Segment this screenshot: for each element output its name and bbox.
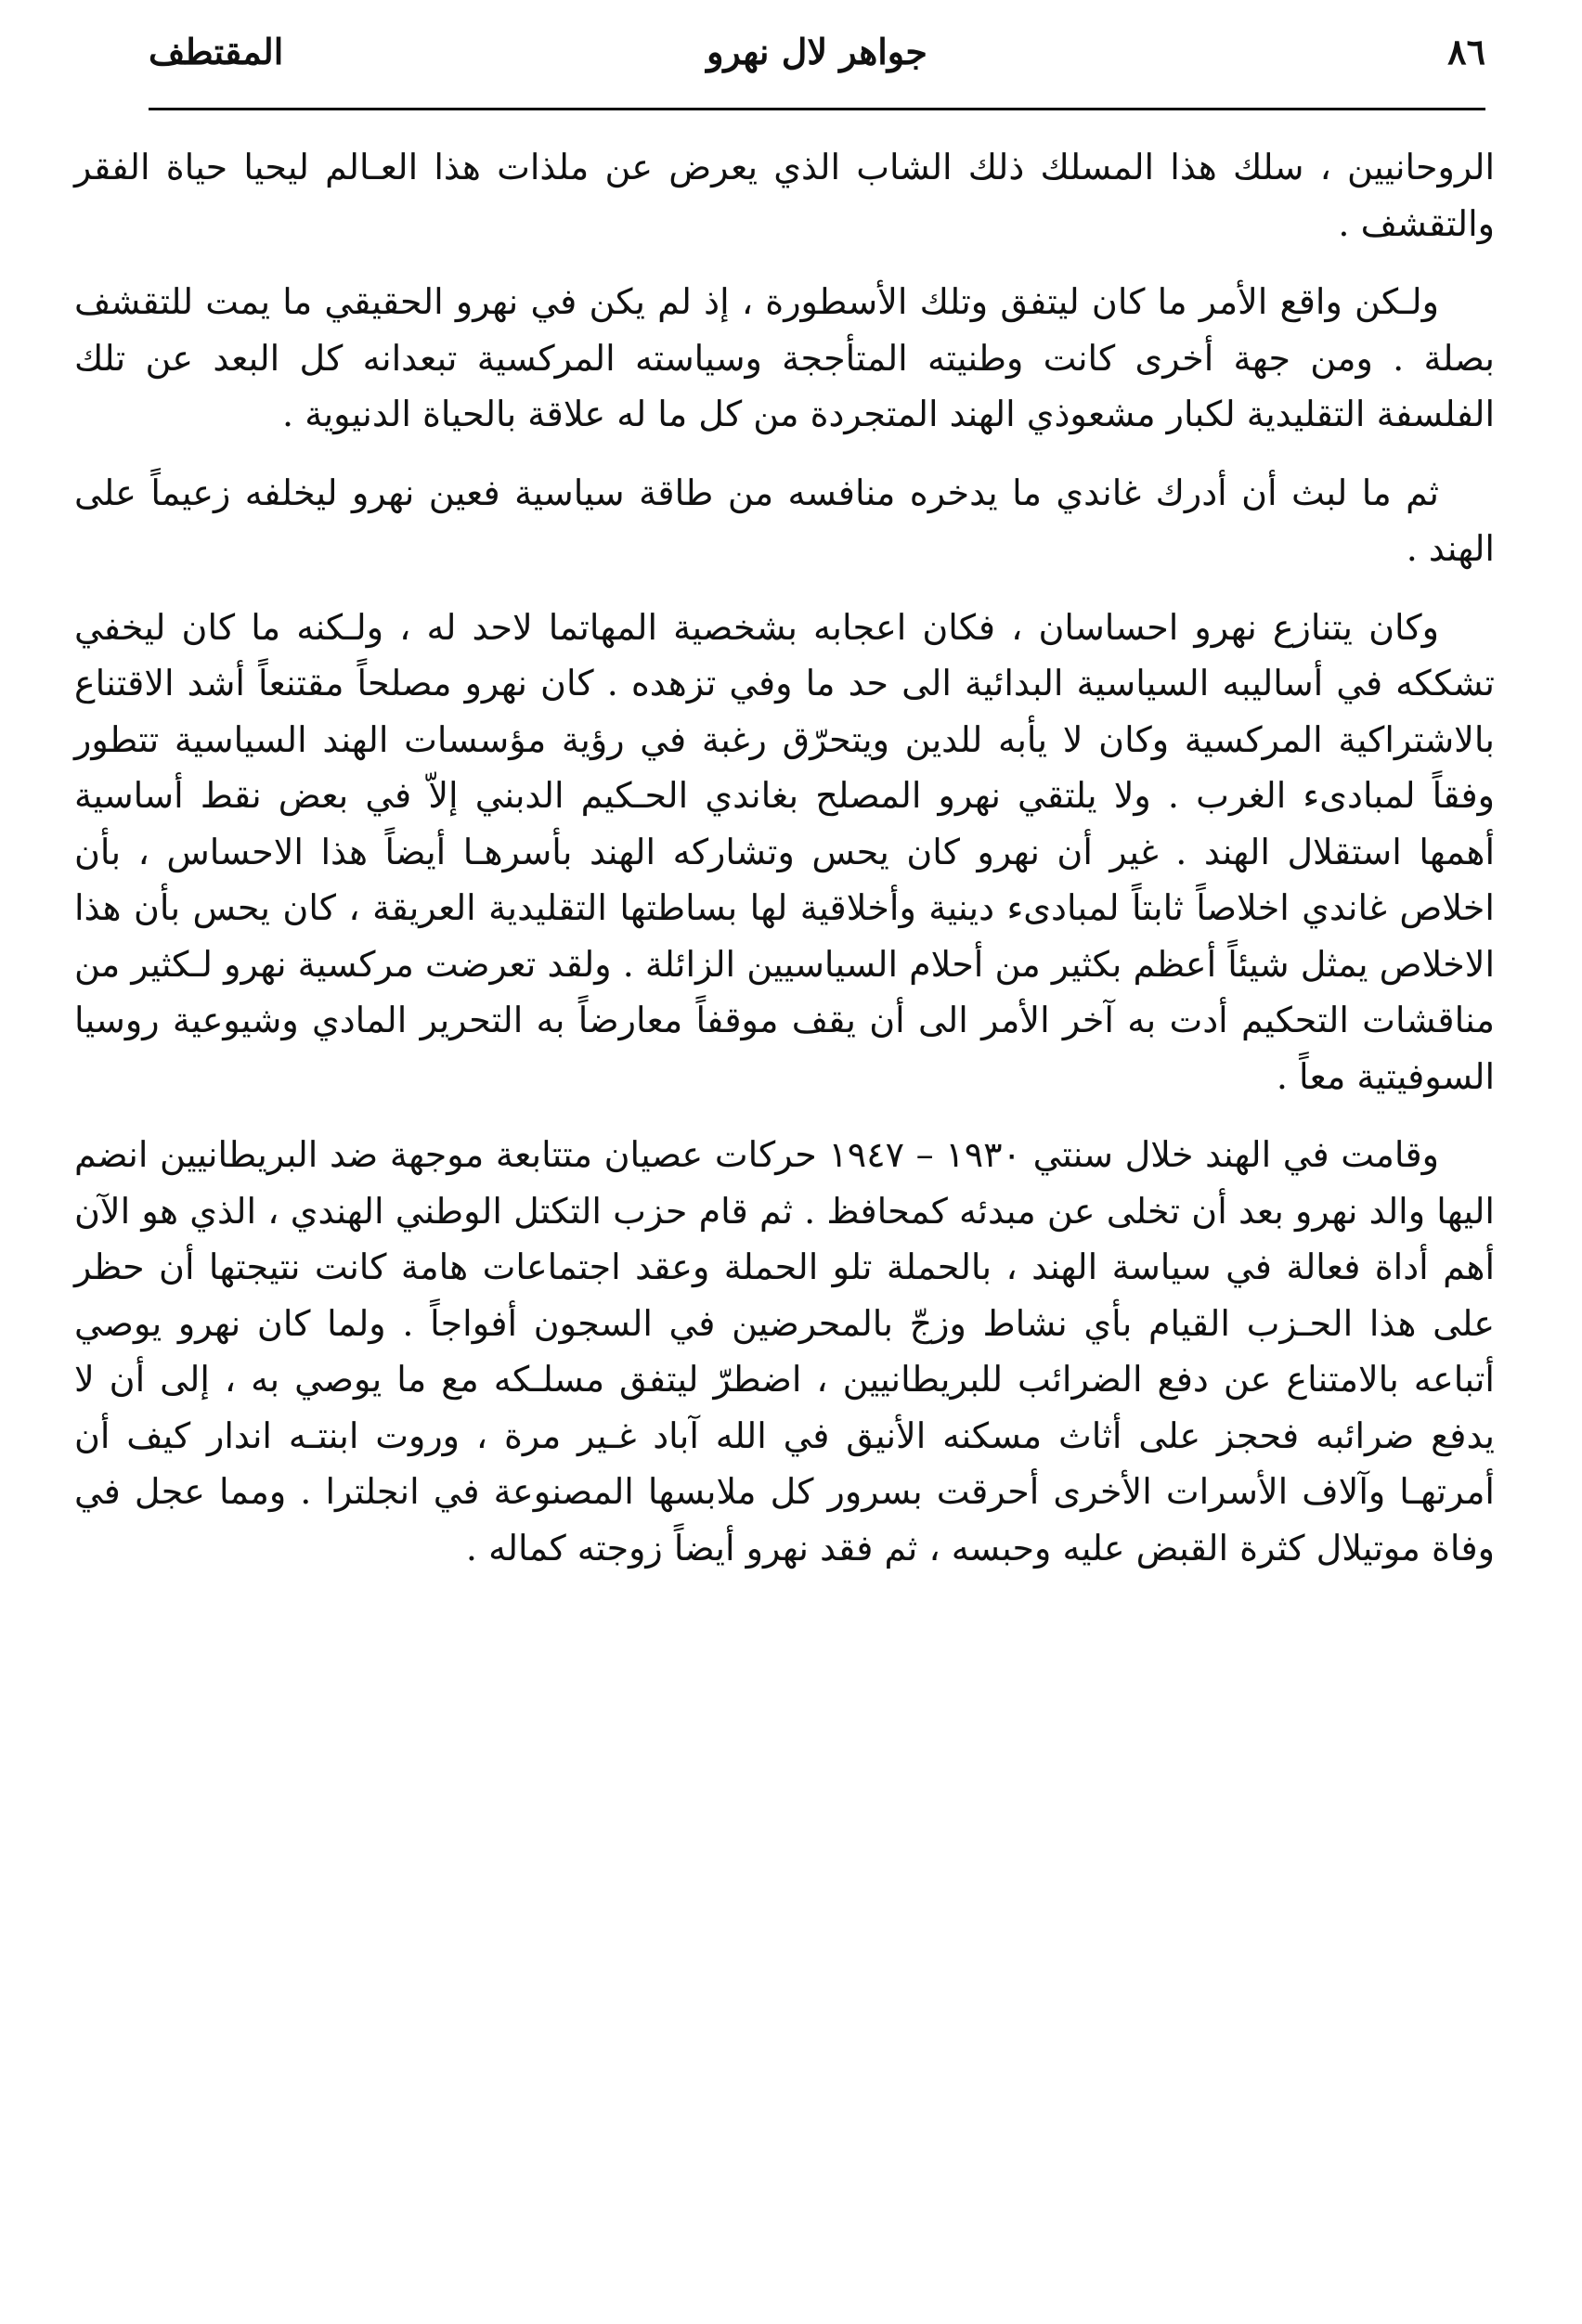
paragraph: وكان يتنازع نهرو احساسان ، فكان اعجابه بشخصية المهاتما لاحد له ، ولـكنه ما كان ليخفي تشككه في أساليبه السياسية البدائية الى حد ما وفي تزهده . كان نهرو مصلحاً مقتنعاً أشد الاقتناع بالاشتراكية المركسية وكان لا يأبه للدين ويتحرّق رغبة في رؤية مؤسسات الهند السياسية تتطور وفقاً لمبادىء الغرب . ولا يلتقي نهرو المصلح بغاندي الحـكيم الدبني إلاّ في بعض نقط أساسية أهمها استقلال الهند . غير أن نهرو كان يحس وتشاركه الهند بأسرهـا أيضاً هذا الاحساس ، بأن اخلاص غاندي اخلاصاً ثابتاً لمبادىء دينية وأخلاقية لها بساطتها التقليدية العريقة ، كان يحس بأن هذا الاخلاص يمثل شيئاً أعظم بكثير من أحلام السياسيين الزائلة . ولقد تعرضت مركسية نهرو لـكثير من مناقشات التحكيم أدت به آخر الأمر الى أن يقف موقفاً معارضاً به التحرير المادي وشيوعية روسيا السوفيتية معاً . [74, 606, 1495, 1097]
paragraph: ثم ما لبث أن أدرك غاندي ما يدخره منافسه من طاقة سياسية فعين نهرو ليخلفه زعيماً على الهند . [74, 471, 1495, 569]
paragraph: ولـكن واقع الأمر ما كان ليتفق وتلك الأسطورة ، إذ لم يكن في نهرو الحقيقي ما يمت للتقشف بصلة . ومن جهة أخرى كانت وطنيته المتأججة وسياسته المركسية تبعدانه كل البعد عن تلك الفلسفة التقليدية لكبار مشعوذي الهند المتجردة من كل ما له علاقة بالحياة الدنيوية . [74, 281, 1495, 434]
journal-name: المقتطف [149, 31, 284, 72]
page-number: ٨٦ [1447, 31, 1485, 72]
paragraph: وقامت في الهند خلال سنتي ١٩٣٠ – ١٩٤٧ حركات عصيان متتابعة موجهة ضد البريطانيين انضم اليها والد نهرو بعد أن تخلى عن مبدئه كمحافظ . ثم قام حزب التكتل الوطني الهندي ، الذي هو الآن أهم أداة فعالة في سياسة الهند ، بالحملة تلو الحملة وعقد اجتماعات هامة كانت نتيجتها أن حظر على هذا الحـزب القيام بأي نشاط وزجّ بالمحرضين في السجون أفواجاً . ولما كان نهرو يوصي أتباعه بالامتناع عن دفع الضرائب للبريطانيين ، اضطرّ ليتفق مسلـكه مع ما يوصي به ، إلى أن لا يدفع ضرائبه فحجز على أثاث مسكنه الأنيق في الله آباد غـير مرة ، وروت ابنتـه اندار كيف أن أمرتهـا وآلاف الأسرات الأخرى أحرقت بسرور كل ملابسها المصنوعة في انجلترا . ومما عجل في وفاة موتيلال كثرة القبض عليه وحبسه ، ثم فقد نهرو أيضاً زوجته كماله . [74, 1134, 1495, 1569]
running-title: جواهر لال نهرو [707, 31, 927, 72]
article-body [74, 139, 1495, 1598]
paragraph: الروحانيين ، سلك هذا المسلك ذلك الشاب الذي يعرض عن ملذات هذا العـالم ليحيا حياة الفقر والتقشف . [74, 147, 1495, 244]
header-rule [149, 108, 1485, 110]
page-header [149, 26, 1485, 82]
